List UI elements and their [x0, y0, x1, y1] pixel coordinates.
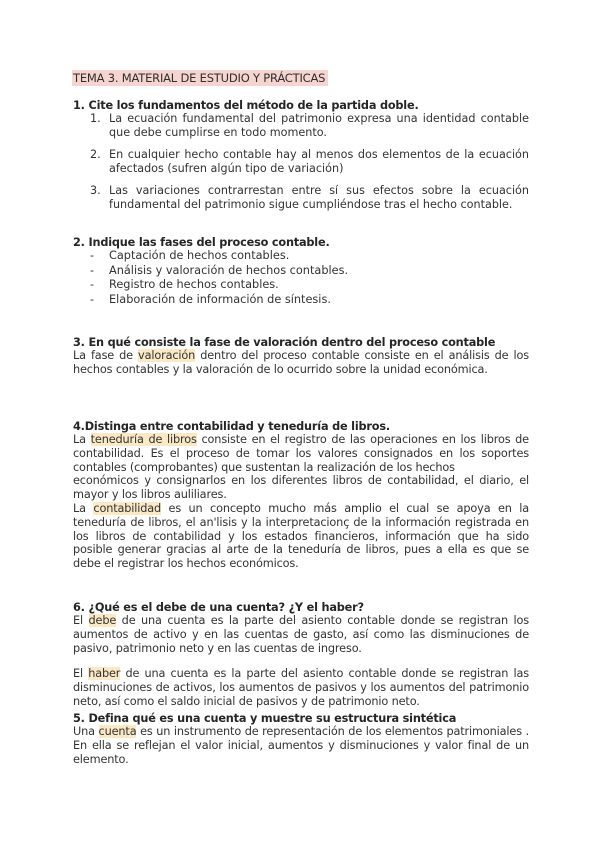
answer-paragraph [73, 614, 529, 655]
text-span: El [73, 667, 89, 681]
question-heading: 1. Cite los fundamentos del método de la partida doble. [73, 99, 419, 112]
highlighted-term: debe [88, 614, 117, 627]
answer-paragraph [73, 725, 529, 766]
list-text: La ecuación fundamental del patrimonio expresa una identidad contable que debe cumplirse en todo momento. [109, 112, 529, 139]
question-2 [73, 236, 529, 307]
text-span: de una cuenta es la parte del asiento contable donde se registran las disminuciones de activos, los aumentos de pasivos y los aumentos del patrimonio neto, así como el saldo inicial de pasivos y de patrimonio neto. [73, 667, 529, 708]
question-4 [73, 420, 529, 571]
list-text: Elaboración de información de síntesis. [109, 292, 331, 306]
list-item [73, 293, 529, 308]
text-span: de una cuenta es la parte del asiento contable donde se registran los aumentos de activo y en las cuentas de gasto, así como las disminuciones de pasivo, patrimonio neto y en las cuentas de ingreso. [73, 614, 529, 655]
question-heading: 6. ¿Qué es el debe de una cuenta? ¿Y el haber? [73, 601, 364, 614]
question-heading: 4.Distinga entre contabilidad y teneduría de libros. [73, 420, 390, 433]
question-heading: 2. Indique las fases del proceso contable. [73, 236, 330, 249]
text-span: dentro del proceso contable consiste en el análisis de los hechos contables y la valoración de lo ocurrido sobre la unidad económica. [73, 349, 529, 376]
list-number: 3. [90, 184, 101, 198]
answer-paragraph [73, 349, 529, 377]
dash-bullet: - [90, 278, 95, 292]
answer-paragraph: económicos y consignarlos en los diferentes libros de contabilidad, el diario, el mayor y los libros auliliares. [73, 474, 529, 502]
text-span: Una [73, 725, 99, 738]
question-heading: 5. Defina qué es una cuenta y muestre su estructura sintética [73, 712, 457, 725]
dash-bullet: - [90, 292, 95, 306]
question-6 [73, 601, 529, 709]
list-text: En cualquier hecho contable hay al menos dos elementos de la ecuación afectados (sufren algún tipo de variación) [109, 148, 529, 175]
text-span: El [73, 614, 89, 627]
highlighted-term: haber [88, 667, 121, 681]
highlighted-term: valoración [138, 349, 196, 362]
answer-paragraph [73, 667, 529, 708]
text-span: es un instrumento de representación de los elementos patrimoniales . En ella se reflejan el valor inicial, aumentos y disminuciones y valor final de un elemento. [73, 725, 530, 766]
list-number: 1. [90, 112, 101, 125]
highlighted-term: contabilidad [93, 501, 162, 515]
question-5 [73, 712, 529, 766]
list-text: Registro de hechos contables. [109, 278, 279, 292]
text-span: La [73, 433, 91, 446]
answer-paragraph [73, 502, 529, 571]
highlighted-term: cuenta [98, 725, 137, 738]
page-title: TEMA 3. MATERIAL DE ESTUDIO Y PRÁCTICAS [72, 70, 328, 86]
text-span: es un concepto mucho más amplio el cual se apoya en la teneduría de libros, el an'lisis y la interpretacionç de la información registrada en los libros de contabilidad y los estados financieros, información que ha sido posible generar gracias al arte de la teneduría de libros, pues a ella es que se debe el registrar los hechos económicos. [73, 501, 529, 571]
list-item [73, 112, 529, 139]
dash-bullet: - [90, 249, 95, 262]
highlighted-term: teneduría de libros [90, 433, 197, 446]
list-item [73, 148, 529, 175]
list-number: 2. [90, 148, 101, 162]
list-item [73, 249, 529, 264]
question-3 [73, 336, 529, 377]
list-text: Captación de hechos contables. [109, 249, 290, 262]
list-text: Las variaciones contrarrestan entre sí sus efectos sobre la ecuación fundamental del patrimonio sigue cumpliéndose tras el hecho contable. [109, 184, 529, 211]
list-item [73, 278, 529, 293]
numbered-list [73, 112, 529, 212]
text-span: consiste en el registro de las operaciones en los libros de contabilidad. Es el proceso de tomar los valores consignados en los soportes contables (comprobantes) que sustentan la realización de los hechos [73, 433, 529, 474]
list-item [73, 184, 529, 211]
list-text: Análisis y valoración de hechos contables. [109, 263, 349, 277]
list-item [73, 264, 529, 279]
dash-bullet: - [90, 263, 95, 277]
paragraph-gap [73, 655, 529, 667]
answer-paragraph [73, 433, 529, 474]
text-span: La [73, 501, 94, 515]
question-1 [73, 99, 529, 212]
text-span: La fase de [73, 349, 139, 362]
question-heading: 3. En qué consiste la fase de valoración dentro del proceso contable [73, 336, 496, 349]
dash-list [73, 249, 529, 307]
